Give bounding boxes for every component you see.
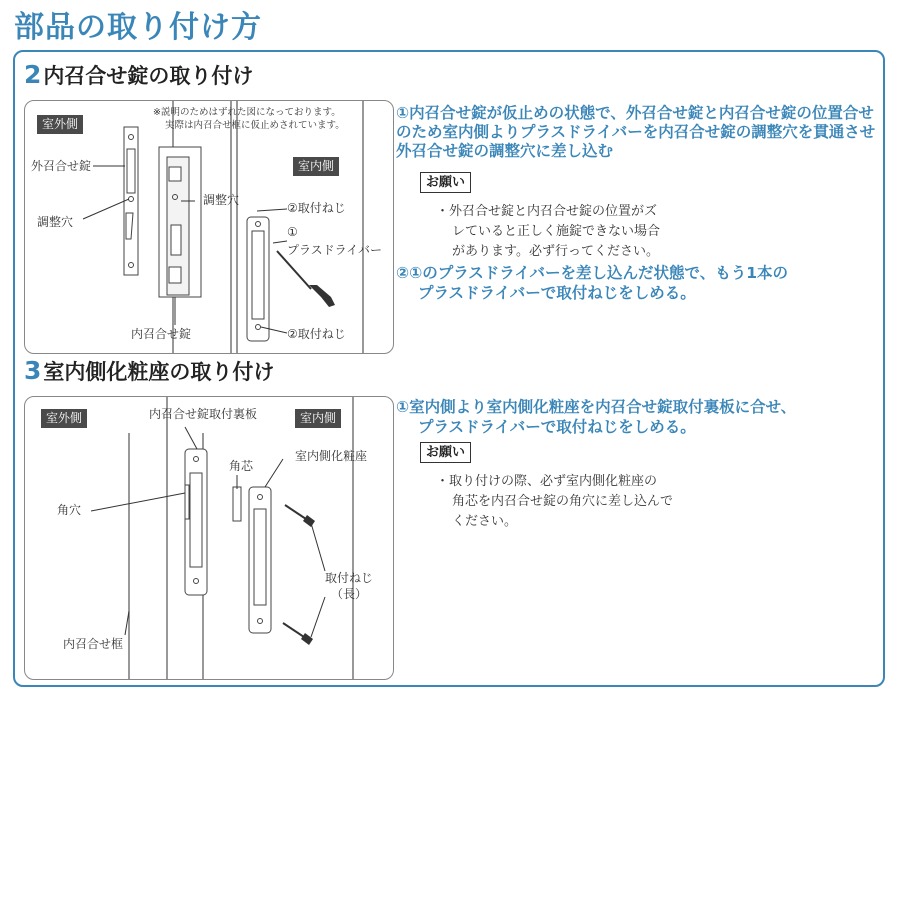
label-screw-long-suffix: （長） [331,587,368,601]
label-back-plate: 内召合せ錠取付裏板 [149,407,258,421]
label-escutcheon: 室内側化粧座 [295,449,368,463]
diagram-note-line2: 実際は内召合せ框に仮止めされています。 [165,120,345,131]
lock-install-drawing [25,101,393,353]
page-title: 部品の取り付け方 [14,10,262,45]
outer-side-tag: 室外側 [37,115,83,134]
inner-side-tag: 室内側 [293,157,339,176]
label-adjust-hole-right: 調整穴 [203,193,240,207]
section-3-step-1-line-2: プラスドライバーで取付ねじをしめる。 [418,418,696,436]
section-3-title [24,356,274,386]
section-3-title-text: 室内側化粧座の取り付け [43,360,275,384]
section-2-number: 2 [24,60,42,89]
section-2-step-2-line-1: ②①のプラスドライバーを差し込んだ状態で、もう1本の [396,264,788,282]
section-2-request-line-1: ・外召合せ錠と内召合せ錠の位置がズ [436,204,658,219]
escutcheon-install-diagram [24,396,394,680]
label-screw-top: ②取付ねじ [287,201,346,215]
section-3-request-label: お願い [420,442,471,463]
outer-side-tag-3: 室外側 [41,409,87,428]
label-inner-lock: 内召合せ錠 [131,327,192,341]
section-3-request-line-3: ください。 [452,514,518,529]
label-frame: 内召合せ框 [63,637,124,651]
section-2-title-text: 内召合せ錠の取り付け [43,64,254,88]
label-adjust-hole-left: 調整穴 [37,215,74,229]
diagram-note-line1: ※説明のためはずれた図になっております。 [153,107,341,118]
label-driver: プラスドライバー [287,243,383,257]
label-core: 角芯 [229,459,254,473]
section-2-request-line-3: があります。必ず行ってください。 [452,244,659,259]
section-2-step-2-line-2: プラスドライバーで取付ねじをしめる。 [418,284,696,302]
section-3-step-1-line-1: ①室内側より室内側化粧座を内召合せ錠取付裏板に合せ、 [396,398,797,416]
section-2-request-label: お願い [420,172,471,193]
section-2-title [24,60,253,90]
label-circle-one: ① [287,225,298,239]
section-3-request-line-1: ・取り付けの際、必ず室内側化粧座の [436,474,658,489]
section-2-request-line-2: レていると正しく施錠できない場合 [452,224,661,239]
section-2-step-1: ①内召合せ錠が仮止めの状態で、外召合せ錠と内召合せ錠の位置合せのため室内側よりプラスドライバーを内召合せ錠の調整穴を貫通させ外召合せ錠の調整穴に差し込む [396,104,876,160]
label-outer-lock: 外召合せ錠 [31,159,92,173]
label-screw-bottom: ②取付ねじ [287,327,346,341]
label-square-hole: 角穴 [57,503,82,517]
inner-side-tag-3: 室内側 [295,409,341,428]
label-screw-long: 取付ねじ [325,571,374,585]
section-3-number: 3 [24,356,42,385]
lock-install-diagram [24,100,394,354]
section-3-request-line-2: 角芯を内召合せ錠の角穴に差し込んで [452,494,674,509]
